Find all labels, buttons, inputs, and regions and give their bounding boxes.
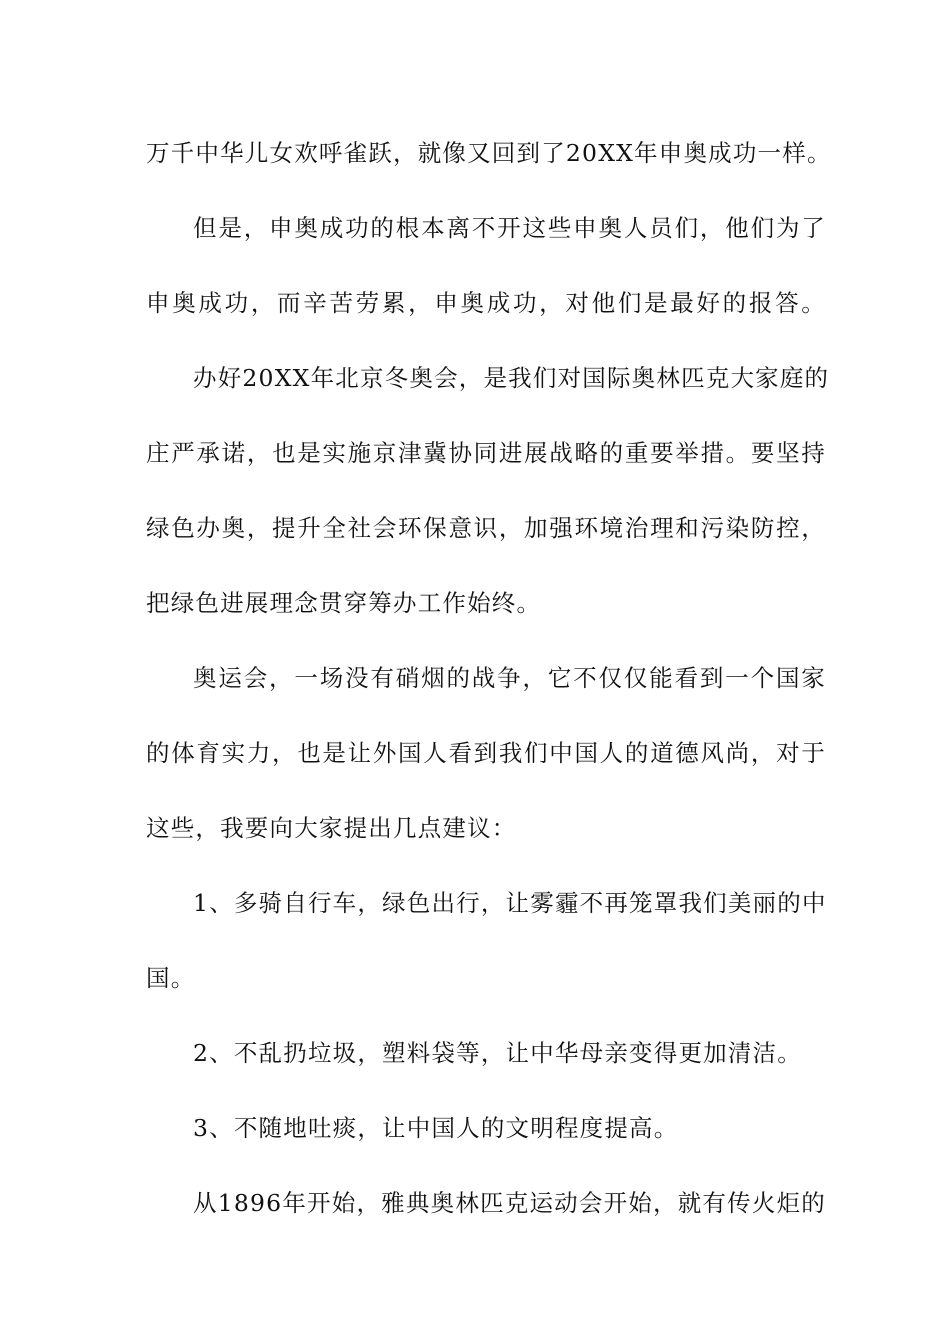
paragraph-start-line: 但是，申奥成功的根本离不开这些申奥人员们，他们为了 (193, 214, 826, 242)
text-line: 的体育实力，也是让外国人看到我们中国人的道德风尚，对于 (146, 739, 826, 767)
text-line: 绿色办奥，提升全社会环保意识，加强环境治理和污染防控， (146, 514, 826, 542)
list-item-2-line: 2、不乱扔垃圾，塑料袋等，让中华母亲变得更加清洁。 (193, 1039, 802, 1067)
text-line: 万千中华儿女欢呼雀跃，就像又回到了20XX年申奥成功一样。 (146, 139, 832, 167)
paragraph-start-line: 奥运会，一场没有硝烟的战争，它不仅仅能看到一个国家 (193, 664, 826, 692)
text-line: 把绿色进展理念贯穿筹办工作始终。 (146, 589, 542, 617)
paragraph-start-line: 办好20XX年北京冬奥会，是我们对国际奥林匹克大家庭的 (193, 364, 830, 392)
list-item-3-line: 3、不随地吐痰，让中国人的文明程度提高。 (193, 1114, 679, 1142)
list-item-1-line: 1、多骑自行车，绿色出行，让雾霾不再笼罩我们美丽的中 (193, 889, 827, 917)
text-line: 庄严承诺，也是实施京津冀协同进展战略的重要举措。要坚持 (146, 439, 826, 467)
text-line: 国。 (146, 964, 196, 992)
text-line: 这些，我要向大家提出几点建议： (146, 814, 517, 842)
text-line: 申奥成功，而辛苦劳累，申奥成功，对他们是最好的报答。 (146, 289, 826, 317)
paragraph-start-line: 从1896年开始，雅典奥林匹克运动会开始，就有传火炬的 (193, 1189, 826, 1217)
